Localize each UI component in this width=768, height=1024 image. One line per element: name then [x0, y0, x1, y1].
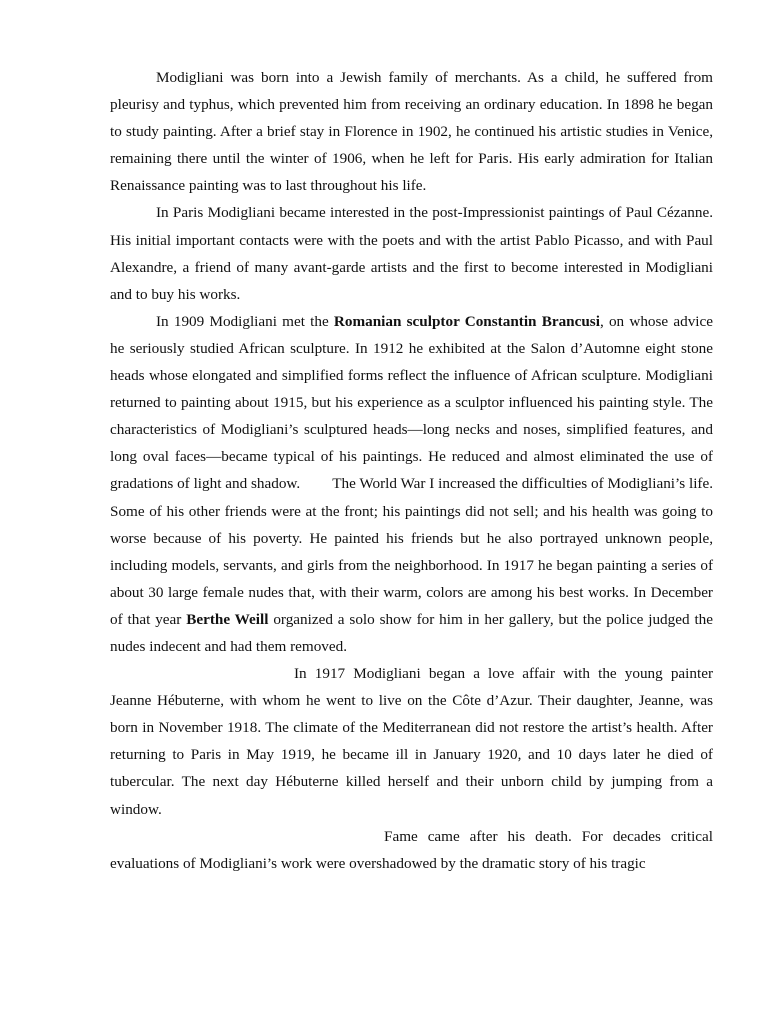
paragraph-fame — [110, 823, 713, 877]
paragraph-sculpture-text-b: , on whose advice he seriously studied African sculpture. In 1912 he exhibited at the Salon d’Automne eight stone heads whose elongated and simplified forms reflect the influence of African sculpture. Modigliani returned to painting about 1915, but his experience as a sculptor influenced his painting style. The characteristics of Modigliani’s sculptured heads—long necks and noses, simplified features, and long oval faces—became typical of his paintings. He reduced and almost eliminated the use of gradations of light and shadow. — [110, 312, 713, 493]
paragraph-paris — [110, 199, 713, 307]
paragraph-fame-text: Fame came after his death. For decades critical evaluations of Modigliani’s work were overshadowed by the dramatic story of his tragic — [110, 827, 713, 872]
paragraph-sculpture — [110, 308, 713, 660]
bold-berthe-weill: Berthe Weill — [186, 610, 269, 628]
paragraph-paris-text: In Paris Modigliani became interested in the post-Impressionist paintings of Paul Cézanne. His initial important contacts were with the poets and with the artist Pablo Picasso, and with Paul Alexandre, a friend of many avant-garde artists and the first to become interested in Modigliani and to buy his works. — [110, 204, 713, 303]
paragraph-early-life-text: Modigliani was born into a Jewish family of merchants. As a child, he suffered from pleurisy and typhus, which prevented him from receiving an ordinary education. In 1898 he began to study painting. After a brief stay in Florence in 1902, he continued his artistic studies in Venice, remaining there until the winter of 1906, when he left for Paris. His early admiration for Italian Renaissance painting was to last throughout his life. — [110, 69, 713, 195]
paragraph-war-text-end: organized a solo show for him in her gallery, but the police judged the nudes indecent and had them removed. — [110, 610, 713, 655]
paragraph-hebuterne — [110, 660, 713, 823]
paragraph-hebuterne-text: In 1917 Modigliani began a love affair with the young painter Jeanne Hébuterne, with whom he went to live on the Côte d’Azur. Their daughter, Jeanne, was born in November 1918. The climate of the Mediterranean did not restore the artist’s health. After returning to Paris in May 1919, he became ill in January 1920, and 10 days later he died of tubercular. The next day Hébuterne killed herself and their unborn child by jumping from a window. — [110, 665, 713, 818]
paragraph-early-life — [110, 64, 713, 199]
paragraph-war-text: The World War I increased the difficulties of Modigliani’s life. Some of his other friends were at the front; his paintings did not sell; and his health was going to worse because of his poverty. He painted his friends but he also portrayed unknown people, including models, servants, and girls from the neighborhood. In 1917 he began painting a series of about 30 large female nudes that, with their warm, colors are among his best works. In December of that year — [110, 475, 714, 628]
bold-brancusi: Romanian sculptor Constantin Brancusi — [333, 312, 600, 330]
paragraph-sculpture-text-a: In 1909 Modigliani met the — [156, 312, 334, 330]
